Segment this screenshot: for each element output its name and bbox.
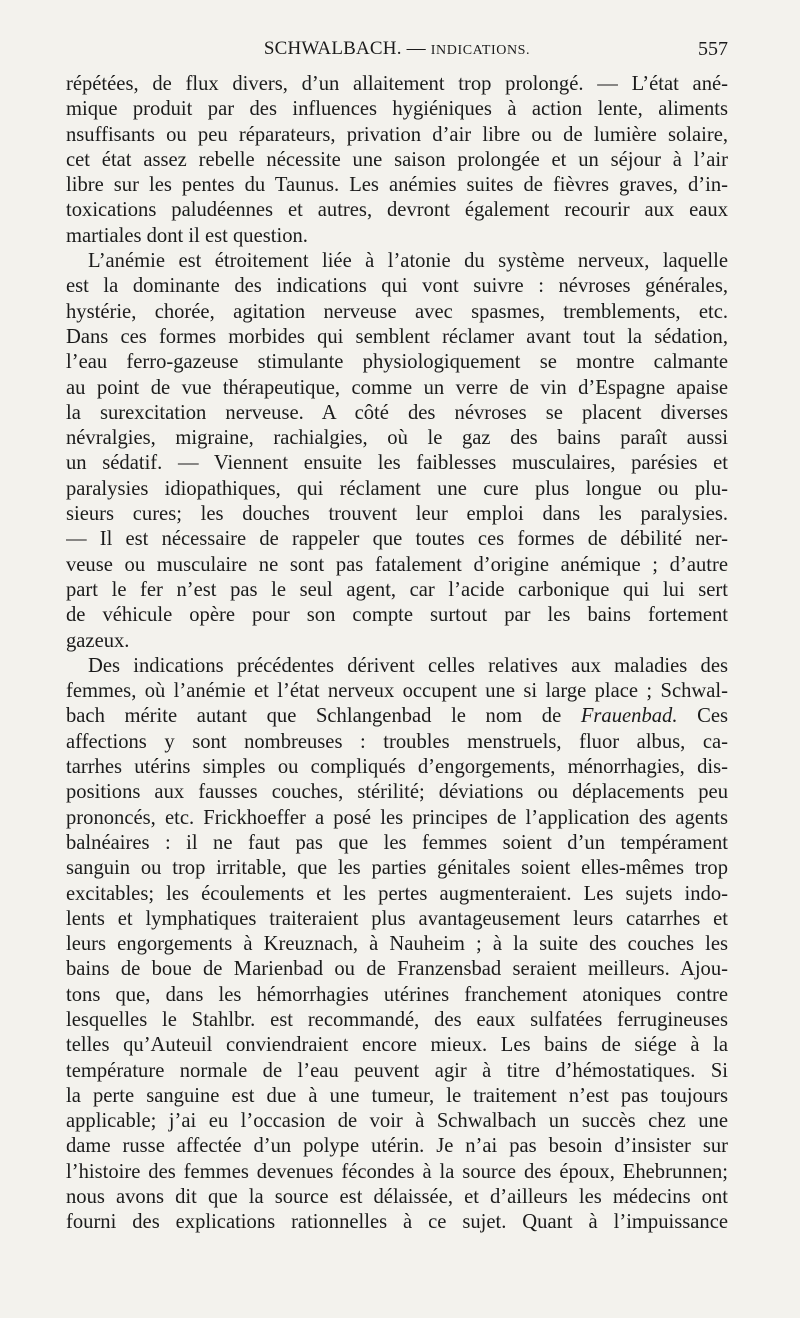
text-line: mique produit par des influences hygiéniques à action lente, aliments bbox=[66, 98, 728, 121]
text-line: cet état assez rebelle nécessite une saison prolongée et un séjour à l’air bbox=[66, 148, 728, 171]
text-line: toxications paludéennes et autres, devront également recourir aux eaux bbox=[66, 199, 728, 222]
running-title-sub: INDICATIONS. bbox=[430, 43, 531, 58]
text-line: Des indications précédentes dérivent celles relatives aux maladies des bbox=[88, 654, 728, 677]
text-line: gazeux. bbox=[66, 629, 130, 652]
text-line: lesquelles le Stahlbr. est recommandé, des eaux sulfatées ferrugineuses bbox=[66, 1008, 728, 1031]
text-line: leurs engorgements à Kreuznach, à Nauheim ; à la suite des couches les bbox=[66, 933, 728, 956]
text-line: tarrhes utérins simples ou compliqués d’engorgements, ménorrhagies, dis- bbox=[66, 756, 728, 779]
text-line: martiales dont il est question. bbox=[66, 224, 308, 247]
text-line: dame russe affectée d’un polype utérin. Je n’ai pas besoin d’insister sur bbox=[66, 1135, 728, 1158]
text-line: nous avons dit que la source est délaissée, et d’ailleurs les médecins ont bbox=[66, 1186, 728, 1209]
text-line: névralgies, migraine, rachialgies, où le gaz des bains paraît aussi bbox=[66, 427, 728, 450]
text-line: au point de vue thérapeutique, comme un verre de vin d’Espagne apaise bbox=[66, 376, 728, 399]
text-line: positions aux fausses couches, stérilité; déviations ou déplacements peu bbox=[66, 781, 728, 804]
text-segment: bach mérite autant que Schlangenbad le nom de bbox=[66, 705, 562, 728]
running-title bbox=[66, 38, 728, 60]
text-line: femmes, où l’anémie et l’état nerveux occupent une si large place ; Schwal- bbox=[66, 680, 728, 703]
text-line: telles qu’Auteuil conviendraient encore mieux. Les bains de siége à la bbox=[66, 1034, 728, 1057]
body-text bbox=[66, 72, 728, 1236]
italic-term: Frauenbad. bbox=[580, 705, 678, 728]
text-line: sieurs cures; les douches trouvent leur emploi dans les paralysies. bbox=[66, 503, 728, 526]
text-line: fourni des explications rationnelles à ce sujet. Quant à l’impuissance bbox=[66, 1211, 728, 1234]
text-line: part le fer n’est pas le seul agent, car l’acide carbonique qui lui sert bbox=[66, 578, 728, 601]
text-line: prononcés, etc. Frickhoeffer a posé les principes de l’application des agents bbox=[66, 806, 728, 829]
running-head bbox=[66, 36, 728, 66]
text-line: répétées, de flux divers, d’un allaitement trop prolongé. — L’état ané- bbox=[66, 73, 728, 95]
text-line: balnéaires : il ne faut pas que les femmes soient d’un tempérament bbox=[66, 831, 728, 854]
text-line: paralysies idiopathiques, qui réclament une cure plus longue ou plu- bbox=[66, 477, 728, 500]
text-line-mixed bbox=[66, 704, 728, 729]
running-title-main: SCHWALBACH. — bbox=[263, 38, 426, 59]
text-line: tons que, dans les hémorrhagies utérines franchement atoniques contre bbox=[66, 983, 728, 1006]
text-line: hystérie, chorée, agitation nerveuse avec spasmes, tremblements, etc. bbox=[66, 300, 728, 323]
text-line: est la dominante des indications qui vont suivre : névroses générales, bbox=[66, 275, 728, 298]
text-line: nsuffisants ou peu réparateurs, privation d’air libre ou de lumière solaire, bbox=[66, 123, 728, 146]
page-number: 557 bbox=[698, 38, 728, 60]
text-line: l’histoire des femmes devenues fécondes à la source des époux, Ehebrunnen; bbox=[66, 1160, 728, 1183]
text-line: température normale de l’eau peuvent agir à titre d’hémostatiques. Si bbox=[66, 1059, 728, 1082]
text-line: — Il est nécessaire de rappeler que toutes ces formes de débilité ner- bbox=[66, 528, 728, 551]
text-line: l’eau ferro-gazeuse stimulante physiologiquement se montre calmante bbox=[66, 351, 728, 374]
text-line: un sédatif. — Viennent ensuite les faiblesses musculaires, parésies et bbox=[66, 452, 728, 475]
text-line: lents et lymphatiques traiteraient plus avantageusement leurs catarrhes et bbox=[66, 907, 728, 930]
text-line: de véhicule opère pour son compte surtout par les bains fortement bbox=[66, 604, 728, 627]
text-line: excitables; les écoulements et les pertes augmenteraient. Les sujets indo- bbox=[66, 882, 728, 905]
text-line: L’anémie est étroitement liée à l’atonie du système nerveux, laquelle bbox=[88, 250, 728, 273]
text-segment: Ces bbox=[697, 705, 728, 728]
text-line: applicable; j’ai eu l’occasion de voir à Schwalbach un succès chez une bbox=[66, 1110, 728, 1133]
text-line: Dans ces formes morbides qui semblent réclamer avant tout la sédation, bbox=[66, 325, 728, 348]
text-line: la perte sanguine est due à une tumeur, le traitement n’est pas toujours bbox=[66, 1084, 728, 1107]
text-line: la surexcitation nerveuse. A côté des névroses se placent diverses bbox=[66, 401, 728, 424]
text-line: affections y sont nombreuses : troubles menstruels, fluor albus, ca- bbox=[66, 730, 728, 753]
text-line: bains de boue de Marienbad ou de Franzensbad seraient meilleurs. Ajou- bbox=[66, 958, 728, 981]
text-line: libre sur les pentes du Taunus. Les anémies suites de fièvres graves, d’in- bbox=[66, 174, 728, 197]
text-line: veuse ou musculaire ne sont pas fatalement d’origine anémique ; d’autre bbox=[66, 553, 728, 576]
text-line: sanguin ou trop irritable, que les parties génitales soient elles-mêmes trop bbox=[66, 857, 728, 880]
